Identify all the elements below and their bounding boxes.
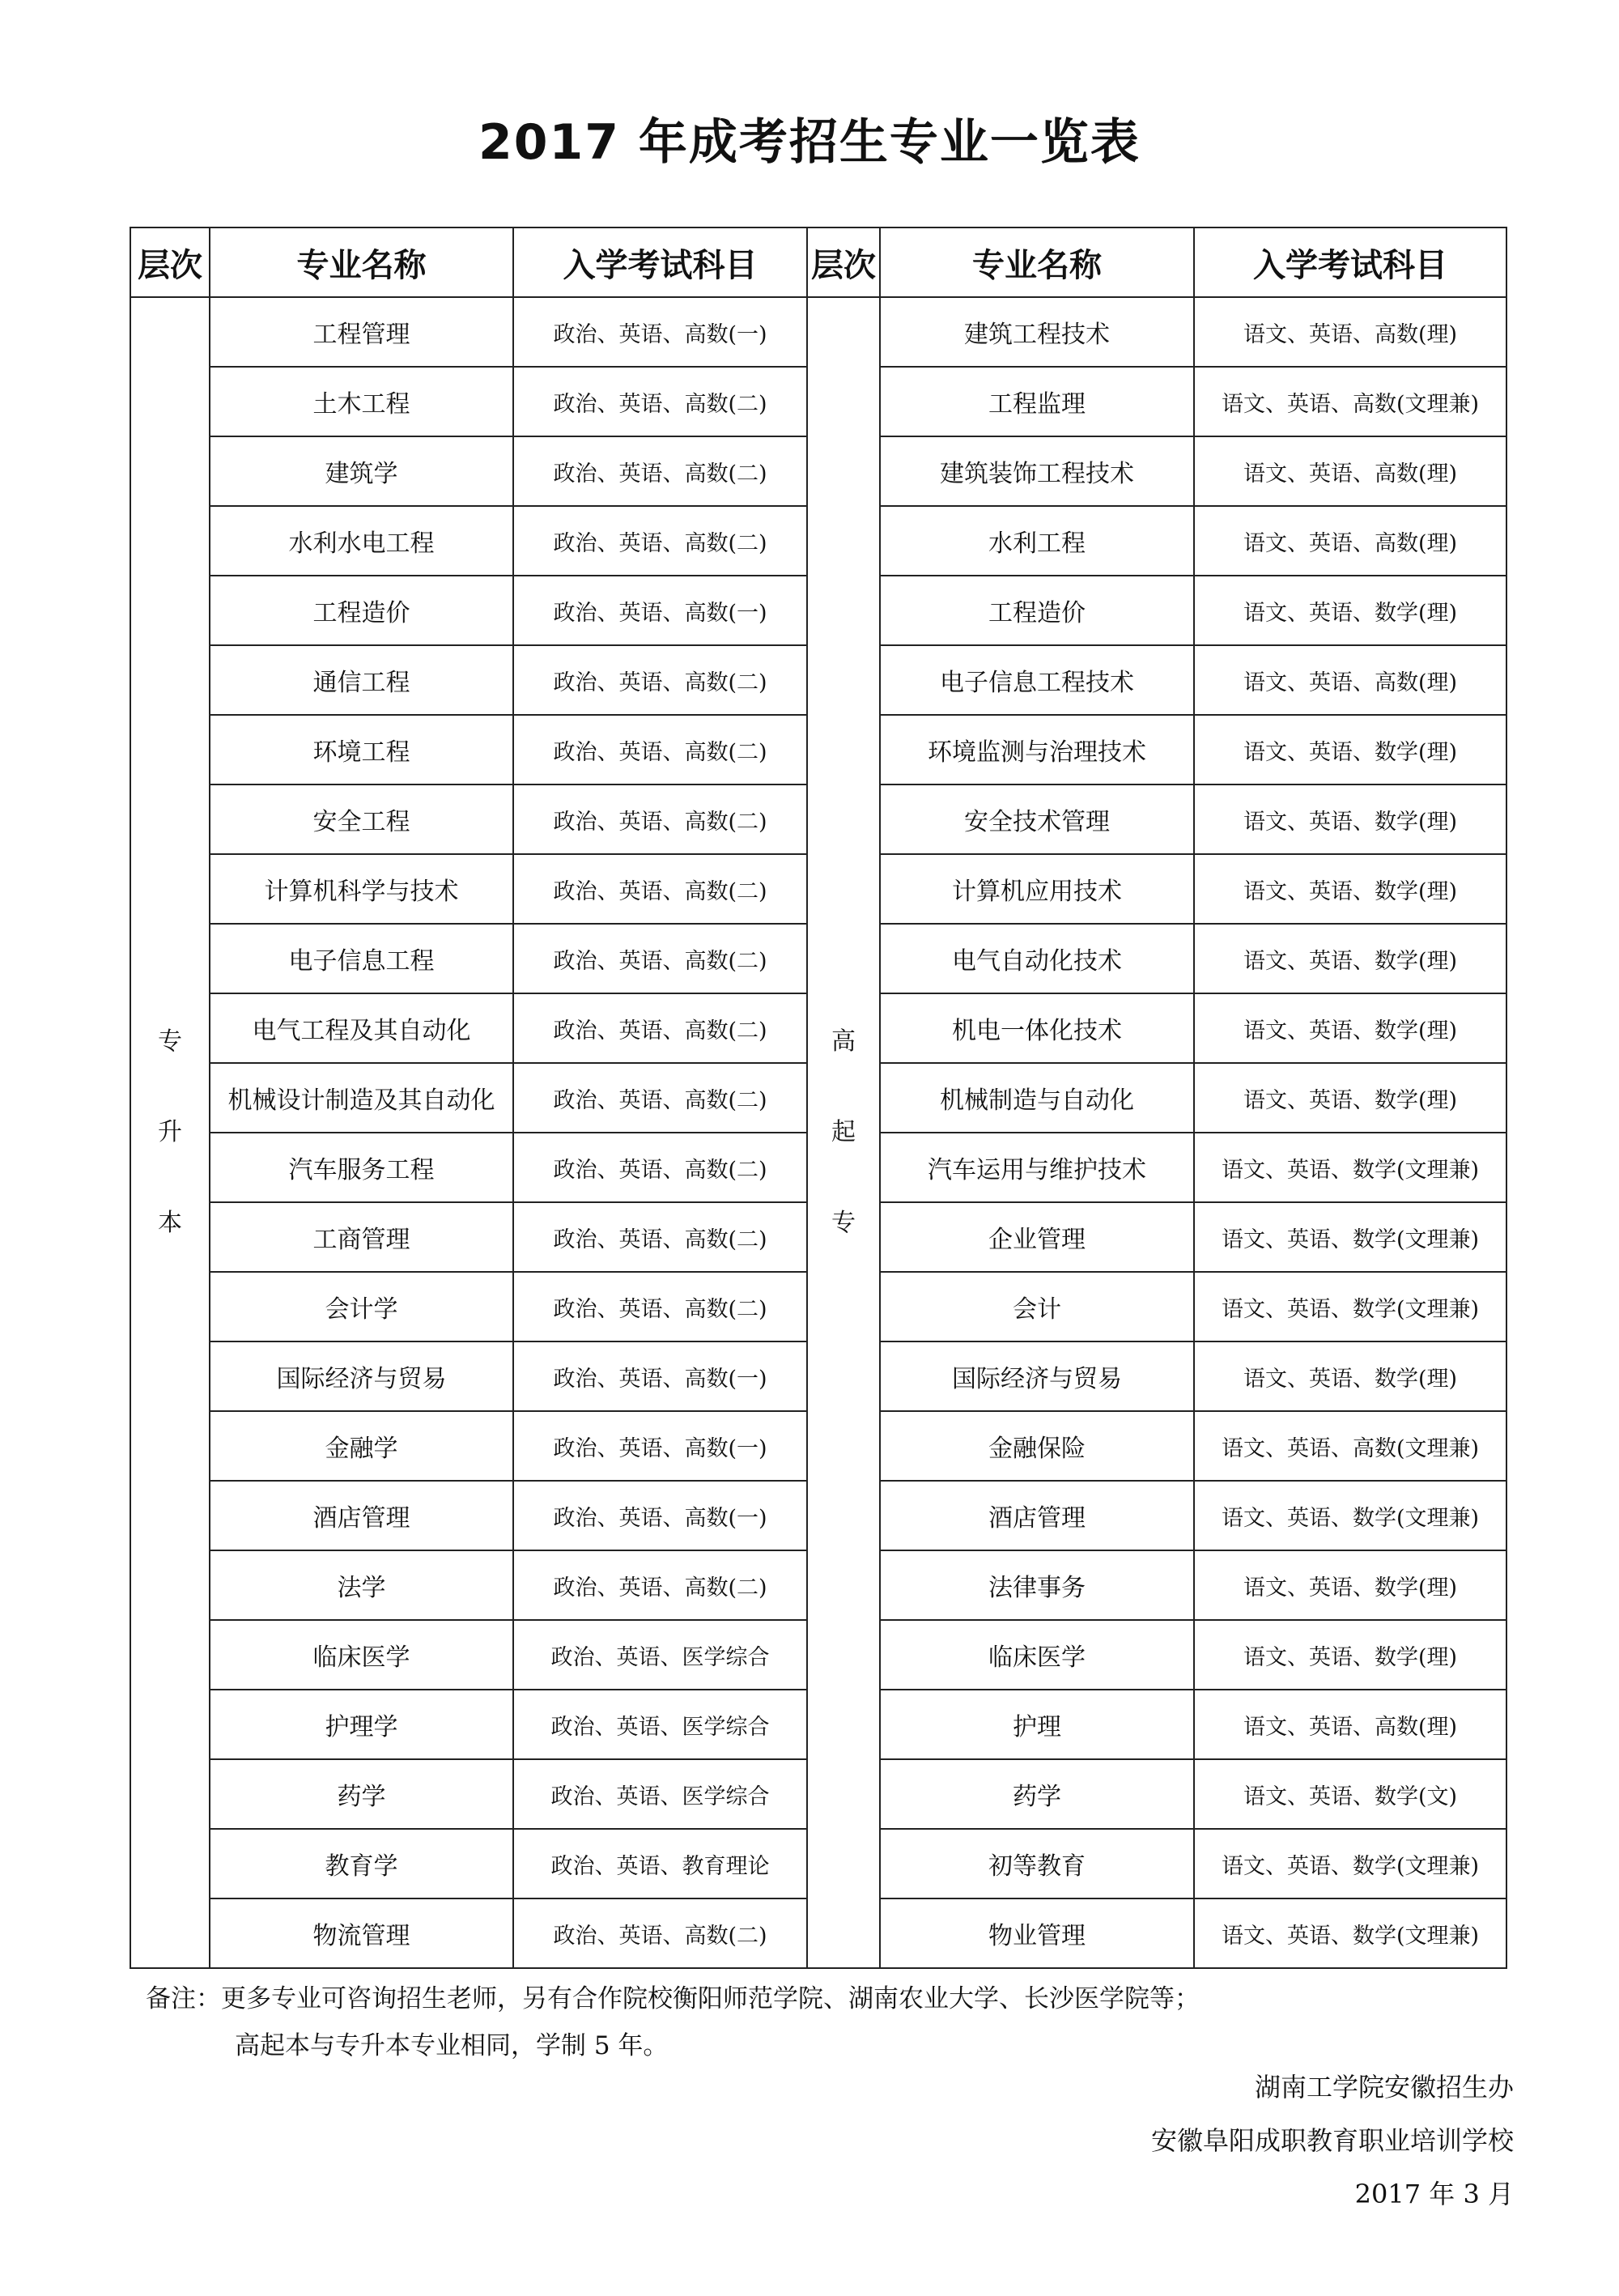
major-left: 环境工程 — [210, 715, 513, 784]
major-right: 计算机应用技术 — [880, 854, 1194, 924]
subjects-left: 政治、英语、高数(二) — [513, 367, 807, 436]
note-line-1: 备注：更多专业可咨询招生老师，另有合作院校衡阳师范学院、湖南农业大学、长沙医学院等； — [146, 1984, 1200, 2013]
major-right: 初等教育 — [880, 1829, 1194, 1898]
subjects-left: 政治、英语、高数(二) — [513, 854, 807, 924]
major-left: 工程造价 — [210, 576, 513, 645]
subjects-right: 语文、英语、高数(理) — [1194, 645, 1506, 715]
header-level-right: 层次 — [807, 227, 880, 297]
major-left: 汽车服务工程 — [210, 1133, 513, 1202]
major-right: 国际经济与贸易 — [880, 1341, 1194, 1411]
header-major-right: 专业名称 — [880, 227, 1194, 297]
subjects-right: 语文、英语、数学(理) — [1194, 924, 1506, 993]
subjects-right: 语文、英语、数学(文理兼) — [1194, 1481, 1506, 1550]
major-right: 安全技术管理 — [880, 784, 1194, 854]
subjects-left: 政治、英语、医学综合 — [513, 1620, 807, 1690]
major-left: 教育学 — [210, 1829, 513, 1898]
subjects-left: 政治、英语、高数(一) — [513, 297, 807, 367]
major-left: 电子信息工程 — [210, 924, 513, 993]
subjects-left: 政治、英语、教育理论 — [513, 1829, 807, 1898]
subjects-left: 政治、英语、高数(二) — [513, 506, 807, 576]
header-level-left: 层次 — [130, 227, 210, 297]
major-right: 药学 — [880, 1759, 1194, 1829]
major-left: 药学 — [210, 1759, 513, 1829]
subjects-left: 政治、英语、高数(二) — [513, 993, 807, 1063]
subjects-right: 语文、英语、高数(理) — [1194, 1690, 1506, 1759]
subjects-right: 语文、英语、数学(理) — [1194, 715, 1506, 784]
subjects-left: 政治、英语、高数(二) — [513, 1272, 807, 1341]
signature-block — [1151, 2060, 1514, 2221]
major-left: 护理学 — [210, 1690, 513, 1759]
major-right: 物业管理 — [880, 1898, 1194, 1968]
subjects-left: 政治、英语、高数(二) — [513, 1898, 807, 1968]
major-left: 法学 — [210, 1550, 513, 1620]
subjects-left: 政治、英语、医学综合 — [513, 1690, 807, 1759]
major-right: 工程监理 — [880, 367, 1194, 436]
major-right: 金融保险 — [880, 1411, 1194, 1481]
subjects-left: 政治、英语、高数(二) — [513, 1063, 807, 1133]
level-label-left: 专升本 — [158, 1027, 182, 1237]
major-left: 金融学 — [210, 1411, 513, 1481]
majors-table — [130, 227, 1507, 1969]
subjects-right: 语文、英语、数学(理) — [1194, 1620, 1506, 1690]
subjects-right: 语文、英语、数学(理) — [1194, 1550, 1506, 1620]
major-left: 物流管理 — [210, 1898, 513, 1968]
major-right: 临床医学 — [880, 1620, 1194, 1690]
subjects-right: 语文、英语、高数(文理兼) — [1194, 1411, 1506, 1481]
major-right: 水利工程 — [880, 506, 1194, 576]
major-right: 会计 — [880, 1272, 1194, 1341]
subjects-right: 语文、英语、数学(文理兼) — [1194, 1898, 1506, 1968]
subjects-left: 政治、英语、高数(一) — [513, 1481, 807, 1550]
major-right: 建筑装饰工程技术 — [880, 436, 1194, 506]
subjects-right: 语文、英语、高数(理) — [1194, 297, 1506, 367]
subjects-right: 语文、英语、数学(理) — [1194, 854, 1506, 924]
header-subjects-right: 入学考试科目 — [1194, 227, 1506, 297]
subjects-left: 政治、英语、高数(一) — [513, 576, 807, 645]
subjects-left: 政治、英语、高数(一) — [513, 1341, 807, 1411]
major-right: 电子信息工程技术 — [880, 645, 1194, 715]
subjects-left: 政治、英语、高数(二) — [513, 1550, 807, 1620]
major-right: 机电一体化技术 — [880, 993, 1194, 1063]
major-right: 工程造价 — [880, 576, 1194, 645]
major-right: 护理 — [880, 1690, 1194, 1759]
level-cell-left — [130, 297, 210, 1968]
subjects-right: 语文、英语、高数(理) — [1194, 436, 1506, 506]
subjects-right: 语文、英语、数学(文理兼) — [1194, 1272, 1506, 1341]
major-right: 环境监测与治理技术 — [880, 715, 1194, 784]
major-left: 机械设计制造及其自动化 — [210, 1063, 513, 1133]
subjects-left: 政治、英语、高数(二) — [513, 1202, 807, 1272]
subjects-left: 政治、英语、医学综合 — [513, 1759, 807, 1829]
subjects-right: 语文、英语、数学(文理兼) — [1194, 1829, 1506, 1898]
major-left: 建筑学 — [210, 436, 513, 506]
major-left: 国际经济与贸易 — [210, 1341, 513, 1411]
header-major-left: 专业名称 — [210, 227, 513, 297]
major-left: 工程管理 — [210, 297, 513, 367]
subjects-left: 政治、英语、高数(二) — [513, 1133, 807, 1202]
signature-org-2: 安徽阜阳成职教育职业培训学校 — [1150, 2125, 1514, 2156]
subjects-left: 政治、英语、高数(二) — [513, 924, 807, 993]
notes — [146, 1975, 1200, 2069]
level-label-right: 高起专 — [831, 1027, 856, 1237]
subjects-right: 语文、英语、数学(理) — [1194, 576, 1506, 645]
major-left: 临床医学 — [210, 1620, 513, 1690]
signature-org-1: 湖南工学院安徽招生办 — [1254, 2072, 1514, 2103]
subjects-right: 语文、英语、数学(理) — [1194, 1063, 1506, 1133]
signature-date: 2017 年 3 月 — [1354, 2179, 1514, 2209]
major-right: 汽车运用与维护技术 — [880, 1133, 1194, 1202]
subjects-right: 语文、英语、数学(文理兼) — [1194, 1133, 1506, 1202]
major-left: 酒店管理 — [210, 1481, 513, 1550]
subjects-left: 政治、英语、高数(二) — [513, 784, 807, 854]
major-left: 工商管理 — [210, 1202, 513, 1272]
header-row — [130, 227, 1506, 297]
major-left: 通信工程 — [210, 645, 513, 715]
subjects-right: 语文、英语、数学(文) — [1194, 1759, 1506, 1829]
major-right: 酒店管理 — [880, 1481, 1194, 1550]
major-right: 法律事务 — [880, 1550, 1194, 1620]
subjects-left: 政治、英语、高数(二) — [513, 715, 807, 784]
major-right: 企业管理 — [880, 1202, 1194, 1272]
subjects-right: 语文、英语、数学(理) — [1194, 784, 1506, 854]
major-left: 水利水电工程 — [210, 506, 513, 576]
level-cell-right — [807, 297, 880, 1968]
subjects-right: 语文、英语、高数(理) — [1194, 506, 1506, 576]
header-subjects-left: 入学考试科目 — [513, 227, 807, 297]
document-title: 2017 年成考招生专业一览表 — [478, 114, 1141, 171]
subjects-right: 语文、英语、数学(理) — [1194, 1341, 1506, 1411]
subjects-right: 语文、英语、数学(理) — [1194, 993, 1506, 1063]
subjects-right: 语文、英语、数学(文理兼) — [1194, 1202, 1506, 1272]
major-right: 电气自动化技术 — [880, 924, 1194, 993]
major-left: 安全工程 — [210, 784, 513, 854]
major-right: 建筑工程技术 — [880, 297, 1194, 367]
subjects-left: 政治、英语、高数(二) — [513, 436, 807, 506]
major-right: 机械制造与自动化 — [880, 1063, 1194, 1133]
subjects-right: 语文、英语、高数(文理兼) — [1194, 367, 1506, 436]
note-line-2: 高起本与专升本专业相同，学制 5 年。 — [235, 2031, 669, 2060]
subjects-left: 政治、英语、高数(一) — [513, 1411, 807, 1481]
major-left: 电气工程及其自动化 — [210, 993, 513, 1063]
major-left: 计算机科学与技术 — [210, 854, 513, 924]
major-left: 会计学 — [210, 1272, 513, 1341]
major-left: 土木工程 — [210, 367, 513, 436]
table-row — [130, 297, 1506, 367]
subjects-left: 政治、英语、高数(二) — [513, 645, 807, 715]
